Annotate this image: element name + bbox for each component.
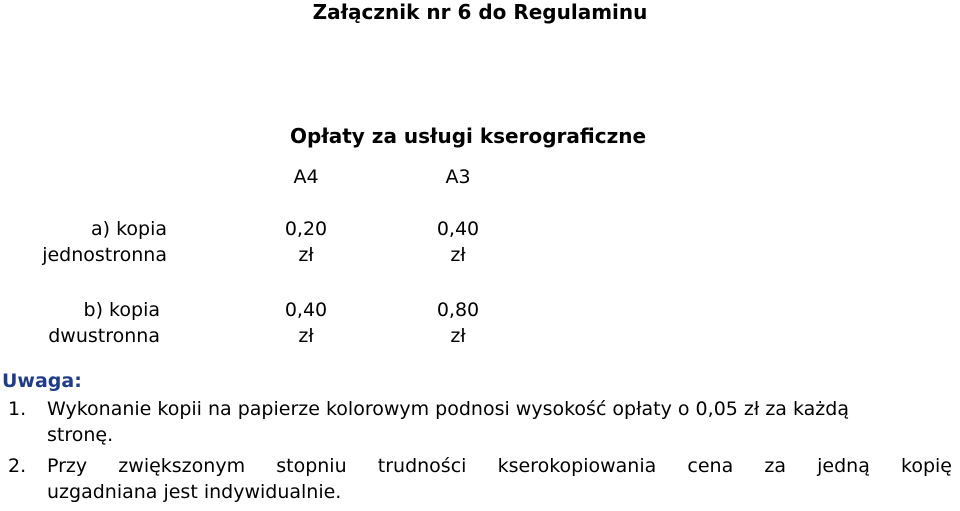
price-value: 0,40 [284,299,328,321]
notes-heading: Uwaga: [2,370,82,392]
price-a4 [266,297,346,349]
note-text-line1: Wykonanie kopii na papierze kolorowym podnosi wysokość opłaty o 0,05 zł za każdą [47,398,849,420]
price-value: 0,40 [436,218,480,240]
row-label [0,216,167,268]
fees-table-title: Opłaty za usługi kserograficzne [290,124,647,148]
note-number: 2. [8,455,27,477]
price-a3 [418,216,498,268]
note-text-line2: stronę. [47,424,114,446]
price-value: 0,20 [284,218,328,240]
price-a4 [266,216,346,268]
row-label-line1: b) kopia [83,299,160,321]
price-a3 [418,297,498,349]
note-text-line2: uzgadniana jest indywidualnie. [47,481,342,503]
note-number: 1. [8,398,27,420]
price-value: 0,80 [436,299,480,321]
price-currency: zł [298,244,314,266]
row-label-line1: a) kopia [90,218,167,240]
column-header-a4: A4 [293,166,319,188]
price-currency: zł [450,244,466,266]
row-label [0,297,160,349]
column-header-a3: A3 [445,166,471,188]
row-label-line2: jednostronna [42,244,167,266]
price-currency: zł [298,325,314,347]
row-label-line2: dwustronna [48,325,160,347]
page-title: Załącznik nr 6 do Regulaminu [312,0,648,24]
price-currency: zł [450,325,466,347]
note-text-line1: Przy zwiększonym stopniu trudności kserokopiowania cena za jedną kopię [47,455,952,477]
